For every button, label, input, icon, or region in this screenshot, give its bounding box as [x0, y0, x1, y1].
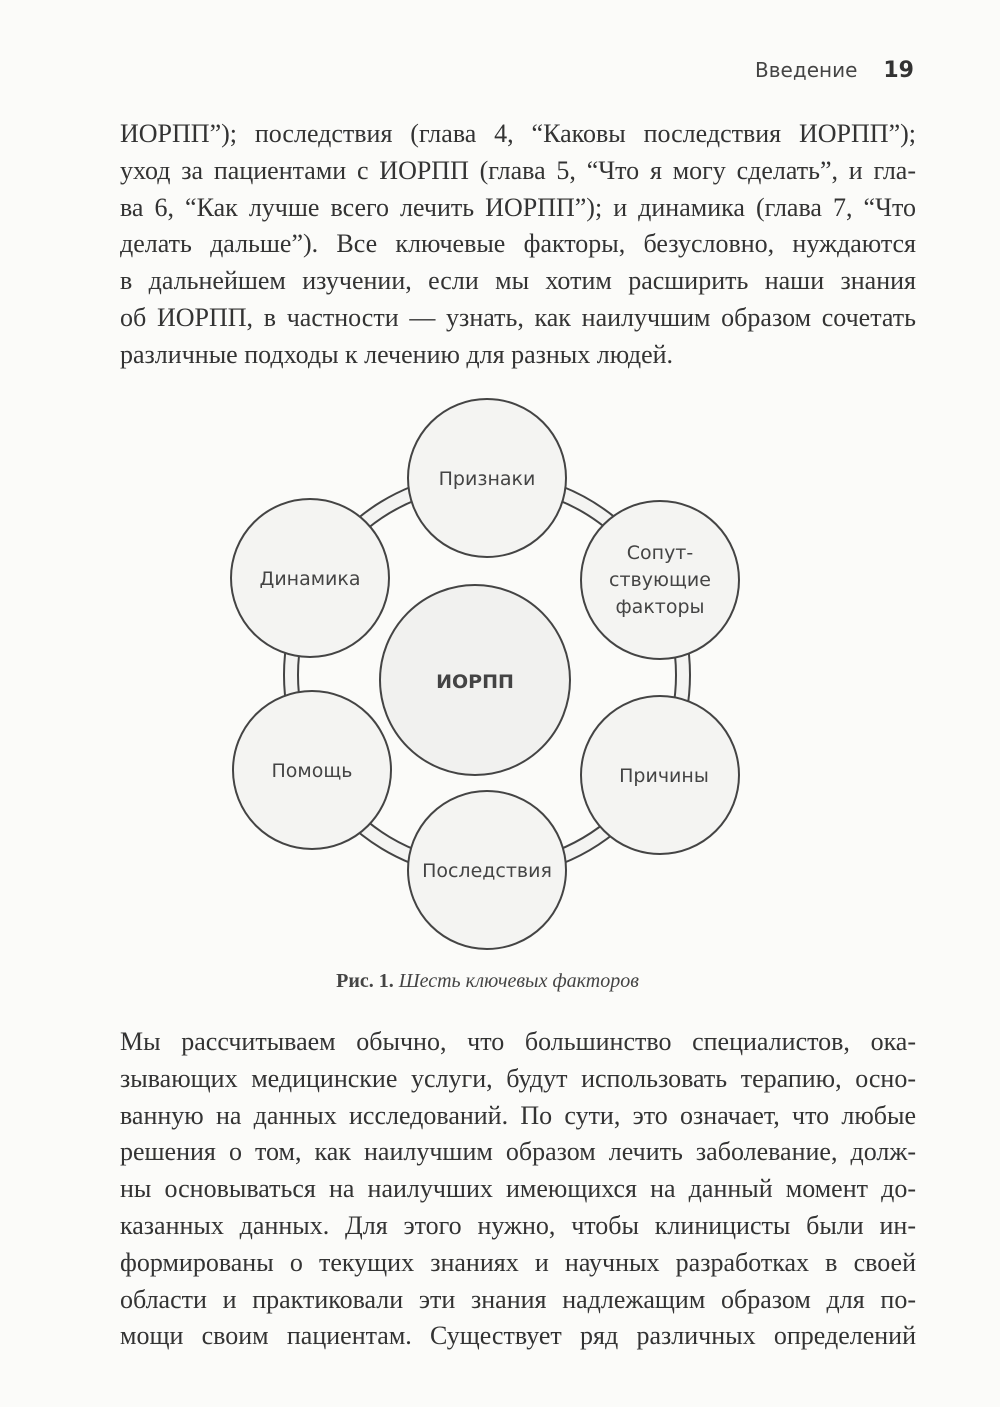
text-line: мощи своим пациентам. Существует ряд различных определений — [120, 1321, 916, 1351]
text-line: казанных данных. Для этого нужно, чтобы клиницисты были ин- — [120, 1210, 916, 1240]
caption-label: Рис. 1. — [336, 970, 394, 992]
text-line: зывающих медицинские услуги, будут использовать терапию, осно- — [120, 1063, 916, 1093]
node-label-consequences: Последствия — [422, 860, 552, 882]
text-line-content: Мы рассчитываем обычно, что большинство специалистов, ока- — [120, 1027, 916, 1056]
text-line: различные подходы к лечению для разных людей. — [120, 339, 674, 369]
node-label-signs: Признаки — [438, 468, 536, 490]
text-line: области и практиковали эти знания надлежащим образом для по- — [120, 1284, 916, 1314]
section-title: Введение — [755, 58, 858, 82]
paragraph-body — [82, 1024, 916, 1355]
text-line: в дальнейшем изучении, если мы хотим расширить наши знания — [120, 266, 916, 296]
node-label-causes: Причины — [619, 765, 709, 787]
text-line: ва 6, “Как лучше всего лечить ИОРПП”); и динамика (глава 7, “Что — [120, 192, 916, 222]
text-line: об ИОРПП, в частности — узнать, как наилучшим образом сочетать — [120, 302, 916, 332]
caption-text: Шесть ключевых факторов — [398, 970, 639, 992]
node-label-help: Помощь — [271, 760, 353, 782]
text-line — [82, 1024, 916, 1061]
text-line: делать дальше”). Все ключевые факторы, безусловно, нуждаются — [120, 229, 916, 259]
page-number: 19 — [883, 58, 914, 83]
text-line: уход за пациентами с ИОРПП (глава 5, “Что я могу сделать”, и гла- — [120, 155, 916, 185]
text-line: ванную на данных исследований. По сути, это означает, что любые — [120, 1100, 916, 1130]
node-label-factors: Сопут- — [626, 542, 694, 564]
text-line: ны основываться на наилучших имеющихся на данный момент до- — [120, 1174, 916, 1204]
node-label-dynamics: Динамика — [259, 568, 361, 590]
node-label-factors: ствующие — [609, 569, 711, 591]
center-label: ИОРПП — [436, 671, 514, 693]
figure-caption — [0, 970, 975, 993]
text-line: формированы о текущих знаниях и научных разработках в своей — [120, 1247, 916, 1277]
text-line: решения о том, как наилучшим образом лечить заболевание, долж- — [120, 1137, 916, 1167]
node-label-factors: факторы — [615, 596, 705, 618]
text-line: ИОРПП”); последствия (глава 4, “Каковы последствия ИОРПП”); — [120, 119, 916, 148]
